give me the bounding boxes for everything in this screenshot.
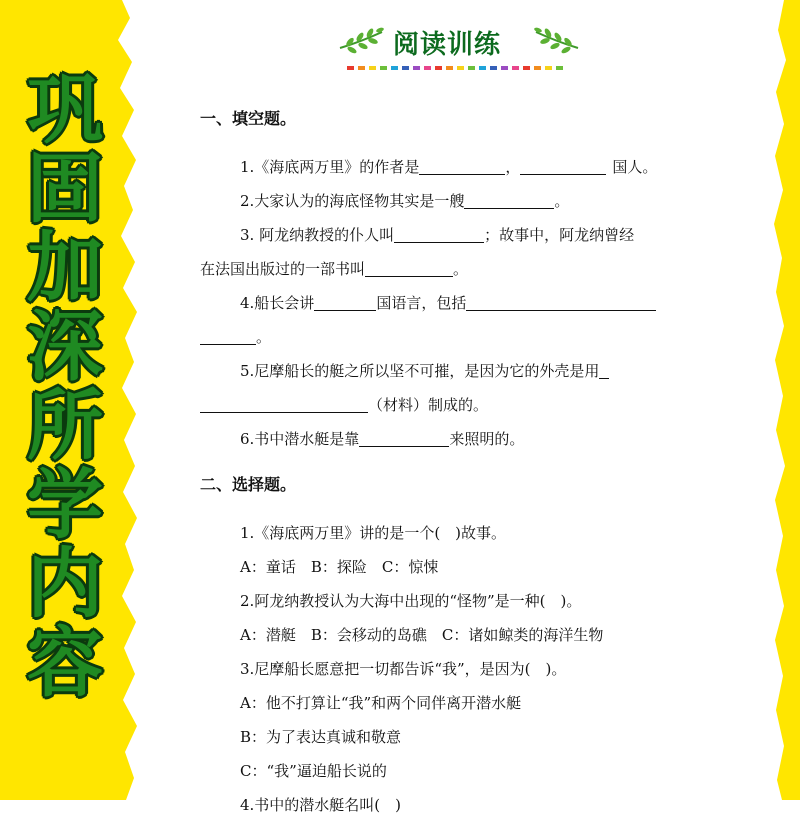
leaf-branch-icon [338, 24, 384, 58]
question-text: ；故事中，阿龙纳曾经 [484, 226, 635, 244]
question-text: 来照明的。 [449, 430, 525, 448]
banner-char: 加 [27, 223, 103, 312]
banner-char: 固 [27, 144, 103, 233]
banner-char: 巩 [27, 65, 103, 154]
answer-blank[interactable] [464, 188, 554, 209]
question-3 [200, 218, 730, 252]
banner-char: 所 [27, 381, 103, 470]
answer-blank[interactable] [359, 426, 449, 447]
question-4-continued [200, 320, 730, 354]
choice-question-2: 2.阿龙纳教授认为大海中出现的“怪物”是一种( )。 [240, 592, 582, 610]
choice-option-3c: C：“我”逼迫船长说的 [240, 762, 387, 780]
question-text: （材料）制成的。 [368, 396, 489, 414]
banner-char: 深 [27, 302, 103, 391]
choice-options-1: A：童话 B：探险 C：惊悚 [240, 558, 439, 576]
leaf-branch-icon [534, 24, 580, 58]
choice-option-3b: B：为了表达真诚和敬意 [240, 728, 402, 746]
banner-char: 内 [27, 539, 103, 628]
answer-blank[interactable] [466, 290, 656, 311]
section-title-fill-blank: 一、填空题。 [200, 109, 297, 128]
choice-option-3a: A：他不打算让“我”和两个同伴离开潜水艇 [240, 694, 522, 712]
question-text: 在法国出版过的一部书叫 [200, 260, 366, 278]
choice-question-4: 4.书中的潜水艇名叫( ) [240, 796, 402, 814]
choice-question-3: 3.尼摩船长愿意把一切都告诉“我”，是因为( )。 [240, 660, 567, 678]
question-text: 。 [453, 260, 469, 278]
question-5-continued [200, 388, 730, 422]
page-title: 阅读训练 [393, 30, 502, 60]
left-banner [0, 0, 150, 800]
banner-char: 学 [27, 460, 103, 549]
banner-title [10, 65, 120, 707]
question-text: 4.船长会讲 [240, 294, 315, 312]
worksheet-content [200, 100, 730, 822]
answer-blank[interactable] [520, 154, 606, 175]
answer-blank[interactable] [394, 222, 484, 243]
question-3-continued [200, 252, 730, 286]
right-strip-background [770, 0, 800, 800]
section-title-choice: 二、选择题。 [200, 475, 297, 494]
answer-blank[interactable] [200, 324, 256, 345]
answer-blank[interactable] [365, 256, 453, 277]
right-strip [770, 0, 800, 800]
question-text: 1.《海底两万里》的作者是 [240, 158, 420, 176]
question-text: 3. 阿龙纳教授的仆人叫 [240, 226, 395, 244]
question-text: 国人。 [612, 158, 658, 176]
question-text: 。 [554, 192, 570, 210]
section-header [330, 18, 590, 78]
question-text: 6.书中潜水艇是靠 [240, 430, 360, 448]
question-2 [200, 184, 730, 218]
answer-blank[interactable] [200, 392, 368, 413]
question-text: ， [505, 158, 521, 176]
choice-options-2: A：潜艇 B：会移动的岛礁 C：诸如鲸类的海洋生物 [240, 626, 604, 644]
question-1 [200, 150, 730, 184]
choice-question-1: 1.《海底两万里》讲的是一个( )故事。 [240, 524, 507, 542]
answer-blank[interactable] [314, 290, 376, 311]
question-6 [200, 422, 730, 456]
question-text: 国语言，包括 [376, 294, 467, 312]
question-text: 2.大家认为的海底怪物其实是一艘 [240, 192, 465, 210]
question-text: 5.尼摩船长的艇之所以坚不可摧，是因为它的外壳是用 [240, 362, 600, 380]
color-dot-divider [347, 66, 563, 70]
question-4 [200, 286, 730, 320]
question-5 [200, 354, 730, 388]
question-text: 。 [256, 328, 272, 346]
banner-char: 容 [27, 618, 103, 707]
answer-blank[interactable] [599, 358, 609, 379]
answer-blank[interactable] [419, 154, 505, 175]
